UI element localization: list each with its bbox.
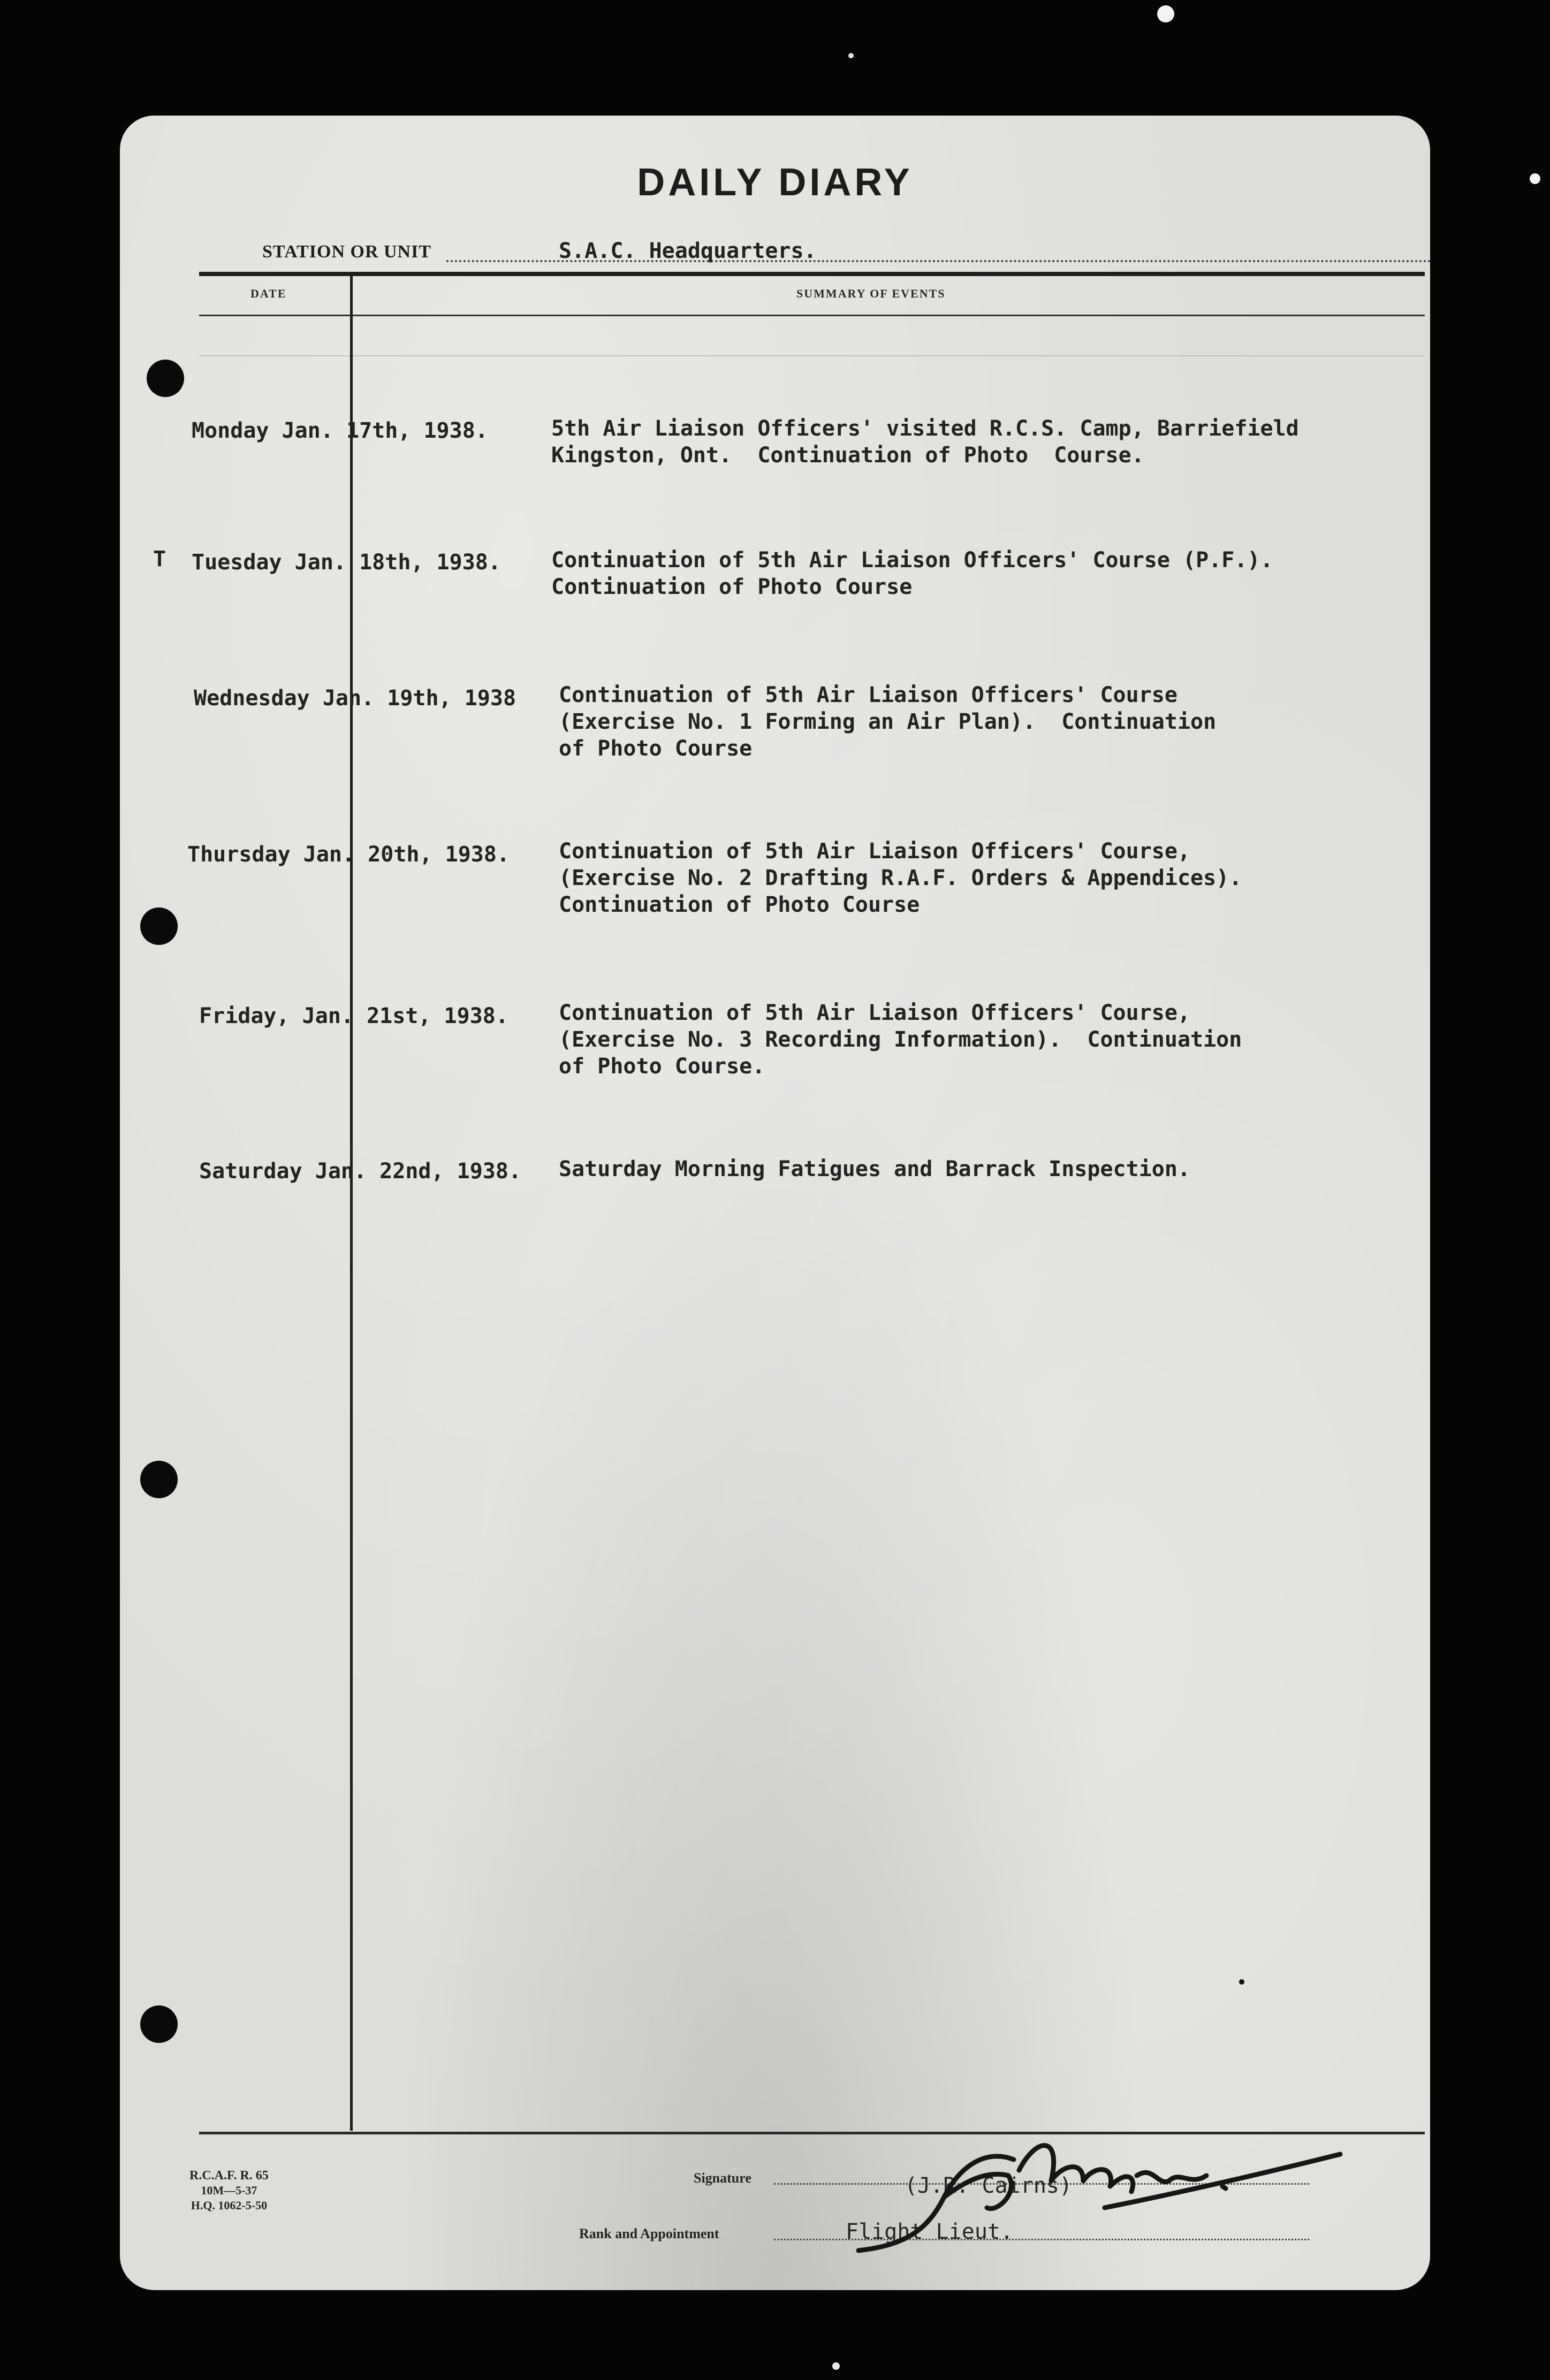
station-label: STATION OR UNIT <box>262 242 432 262</box>
signature-label: Signature <box>694 2170 751 2186</box>
entry-date: Thursday Jan. 20th, 1938. <box>187 842 510 867</box>
station-value: S.A.C. Headquarters. <box>559 239 817 263</box>
print-code: 10M—5-37 <box>201 2184 257 2197</box>
entry-summary: Saturday Morning Fatigues and Barrack Inspection. <box>559 1157 1191 1181</box>
column-header-summary: SUMMARY OF EVENTS <box>796 287 946 300</box>
entry-summary: Continuation of 5th Air Liaison Officers' Course (P.F.). Continuation of Photo Course <box>551 548 1273 599</box>
entry-summary: Continuation of 5th Air Liaison Officers' Course, (Exercise No. 3 Recording Information). Continuation of Photo Course. <box>559 1001 1242 1079</box>
entry-summary: Continuation of 5th Air Liaison Officers' Course, (Exercise No. 2 Drafting R.A.F. Orders & Appendices). Continuation of Photo Course <box>559 839 1242 917</box>
rank-label: Rank and Appointment <box>579 2226 719 2241</box>
entry-summary: 5th Air Liaison Officers' visited R.C.S. Camp, Barriefield Kingston, Ont. Continuation of Photo Course. <box>551 416 1299 468</box>
entry-date: Wednesday Jan. 19th, 1938 <box>194 686 516 711</box>
entry-date: Tuesday Jan. 18th, 1938. <box>192 550 501 575</box>
entry-date: Friday, Jan. 21st, 1938. <box>199 1004 508 1028</box>
form-number: R.C.A.F. R. 65 <box>189 2169 269 2183</box>
form-title: DAILY DIARY <box>637 161 913 204</box>
entry-summary: Continuation of 5th Air Liaison Officers' Course (Exercise No. 1 Forming an Air Plan). Continuation of Photo Course <box>559 683 1217 761</box>
signature-name: (J.R. Cairns) <box>905 2173 1073 2198</box>
entry-date: Monday Jan. 17th, 1938. <box>192 418 488 443</box>
print-code: H.Q. 1062-5-50 <box>191 2199 268 2212</box>
margin-mark: T <box>153 547 166 571</box>
rank-value: Flight Lieut. <box>846 2219 1014 2244</box>
entry-date: Saturday Jan. 22nd, 1938. <box>199 1159 522 1184</box>
column-header-date: DATE <box>250 287 287 300</box>
